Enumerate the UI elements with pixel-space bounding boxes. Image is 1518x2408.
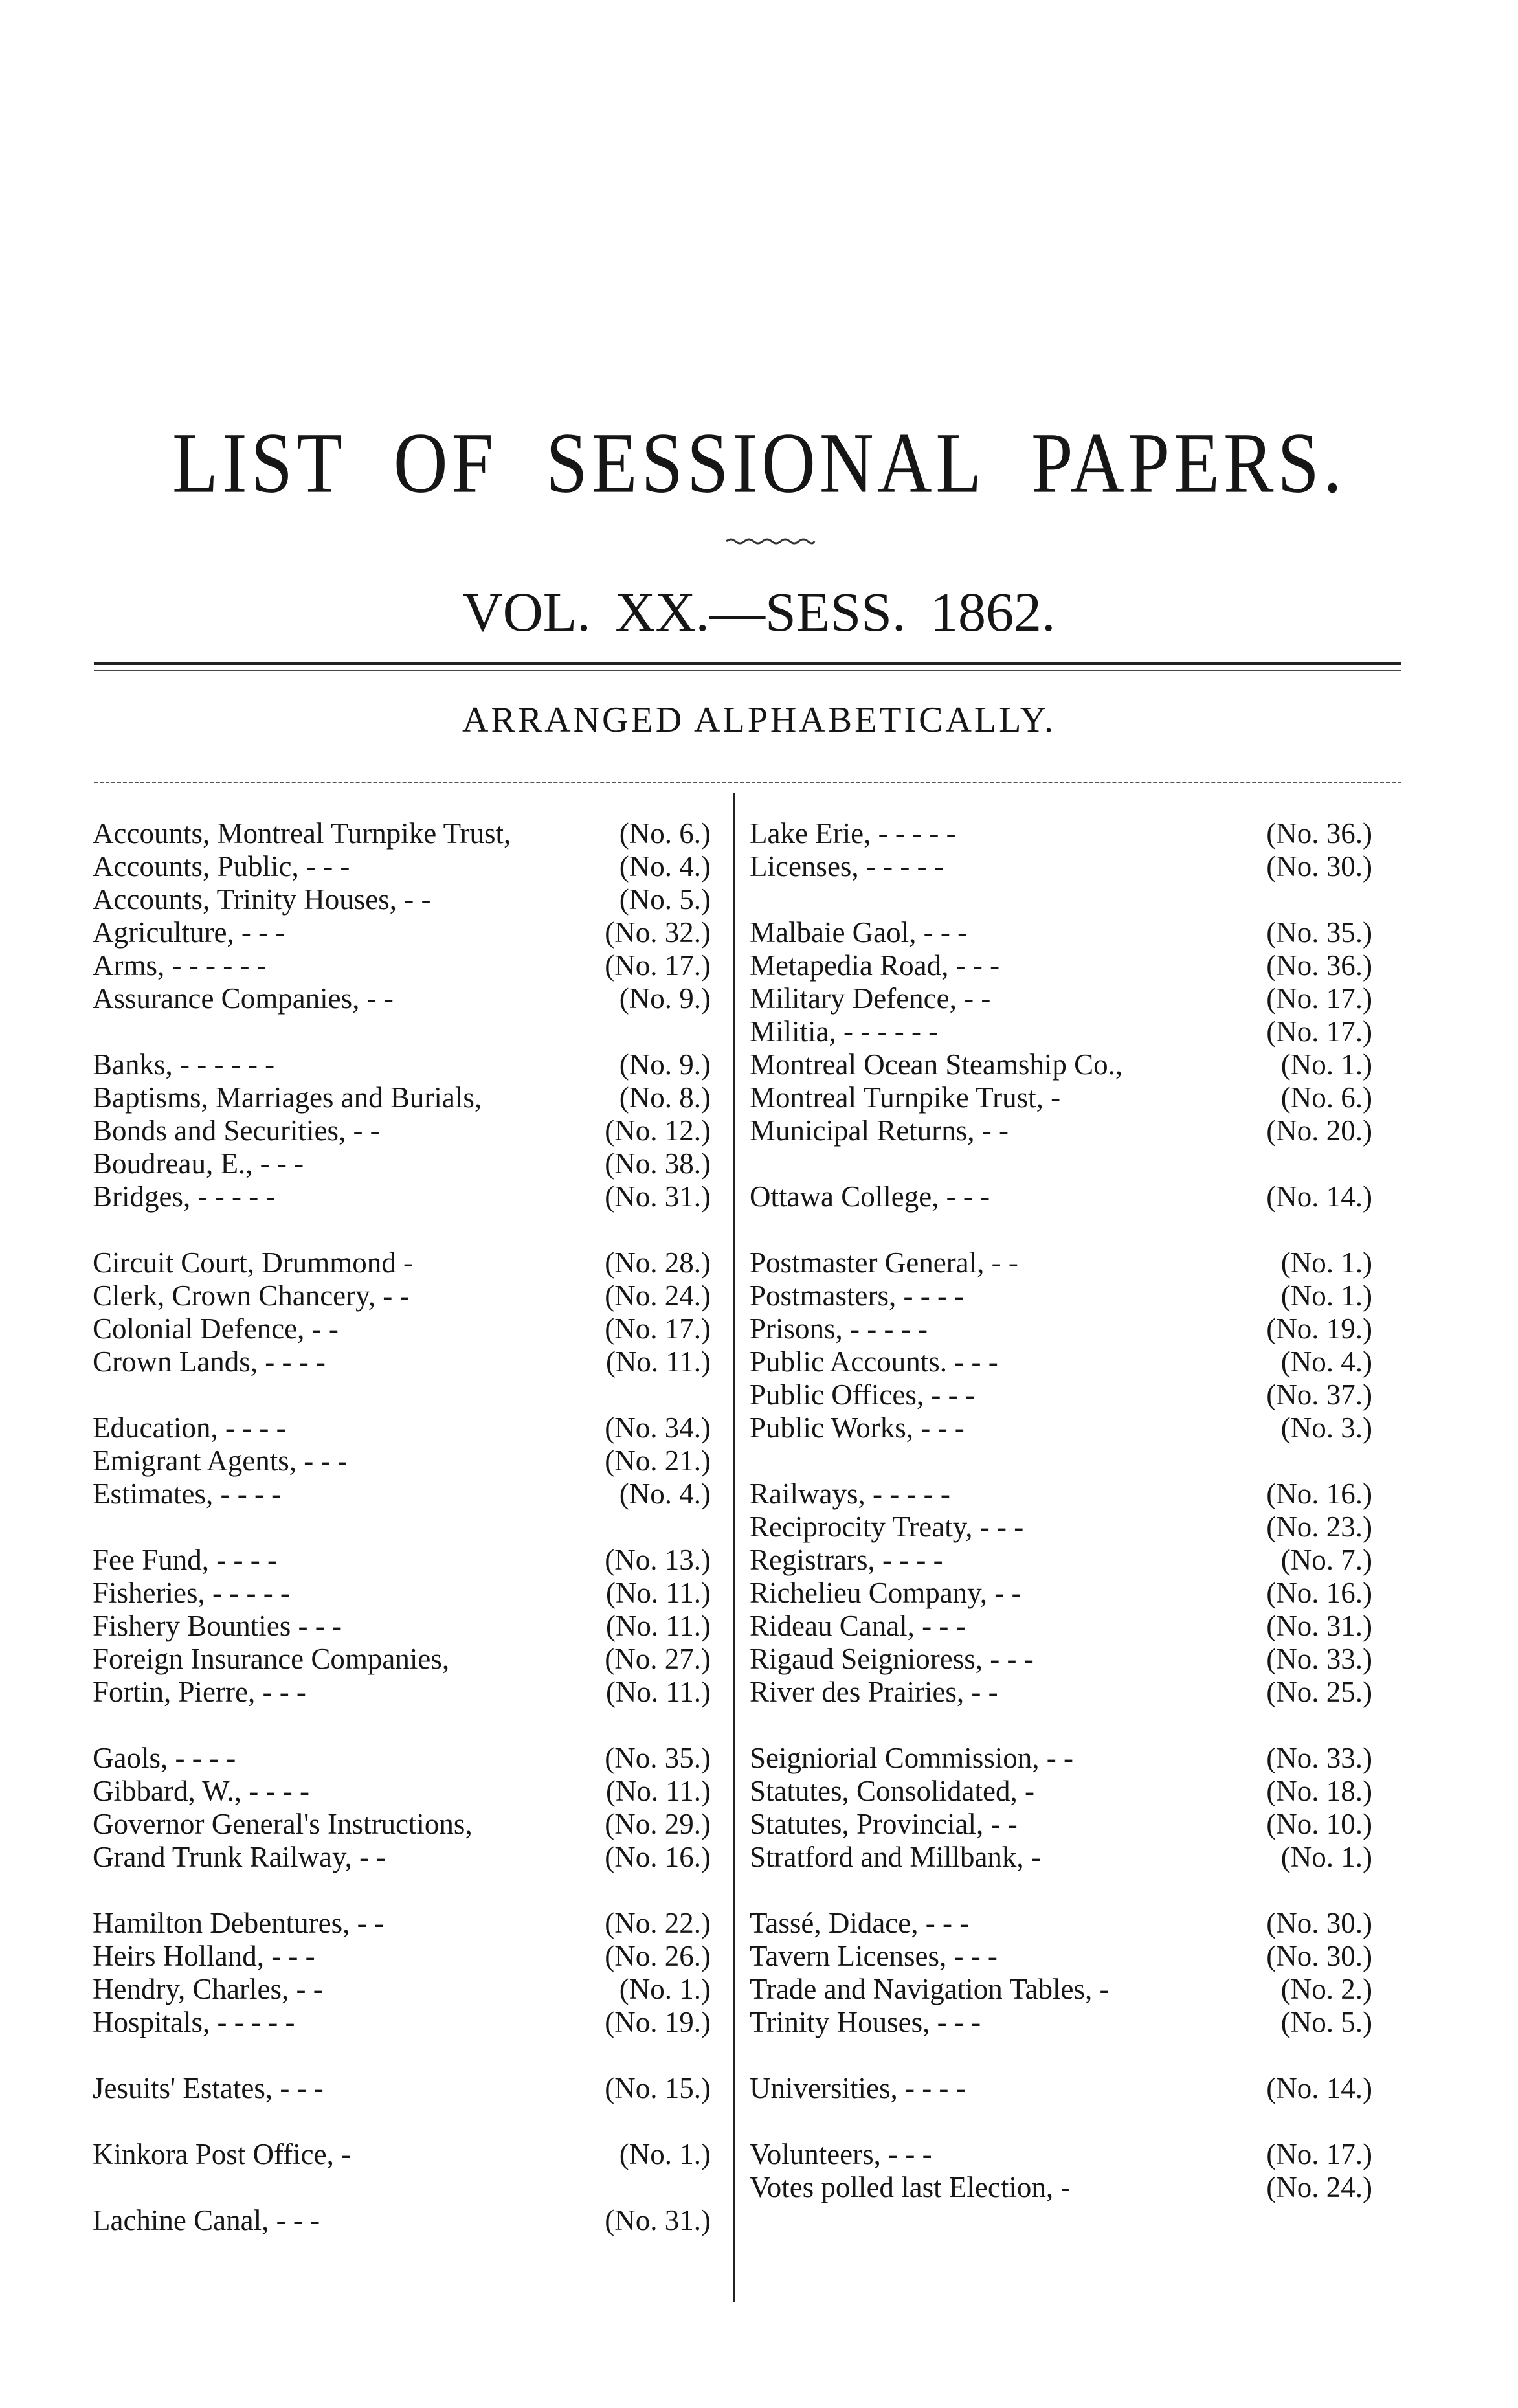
index-entry bbox=[750, 1345, 1372, 1378]
section-gap bbox=[750, 1874, 1372, 1907]
entry-name: Trinity Houses, - - - bbox=[750, 2006, 981, 2038]
entry-name: Votes polled last Election, - bbox=[750, 2171, 1071, 2203]
column-divider bbox=[733, 793, 735, 2302]
entry-paper-number: (No. 1.) bbox=[1280, 1279, 1372, 1312]
entry-name: Gibbard, W., - - - - bbox=[93, 1775, 309, 1807]
dashed-rule bbox=[94, 782, 1401, 783]
index-entry bbox=[93, 850, 711, 883]
entry-paper-number: (No. 38.) bbox=[605, 1147, 711, 1180]
index-entry bbox=[93, 1676, 711, 1709]
index-entry bbox=[750, 1940, 1372, 1973]
index-entry bbox=[750, 1114, 1372, 1147]
entry-name: Montreal Turnpike Trust, - bbox=[750, 1081, 1061, 1114]
index-entry bbox=[93, 1841, 711, 1874]
index-entry bbox=[750, 916, 1372, 949]
index-entry bbox=[750, 1577, 1372, 1610]
entry-name: Estimates, - - - - bbox=[93, 1478, 282, 1510]
index-entry bbox=[93, 1412, 711, 1445]
entry-paper-number: (No. 26.) bbox=[605, 1940, 711, 1972]
index-entry bbox=[93, 1907, 711, 1940]
entry-name: Circuit Court, Drummond - bbox=[93, 1246, 413, 1279]
entry-name: Public Accounts. - - - bbox=[750, 1345, 998, 1378]
entry-name: Militia, - - - - - - bbox=[750, 1015, 939, 1048]
entry-paper-number: (No. 17.) bbox=[605, 949, 711, 982]
entry-paper-number: (No. 16.) bbox=[1266, 1577, 1372, 1609]
entry-paper-number: (No. 30.) bbox=[1266, 850, 1372, 883]
entry-name: Municipal Returns, - - bbox=[750, 1114, 1009, 1147]
entry-paper-number: (No. 31.) bbox=[605, 1180, 711, 1213]
entry-paper-number: (No. 12.) bbox=[605, 1114, 711, 1147]
entry-paper-number: (No. 4.) bbox=[619, 850, 711, 883]
entry-name: Fortin, Pierre, - - - bbox=[93, 1676, 306, 1708]
entry-paper-number: (No. 11.) bbox=[605, 1577, 711, 1609]
index-entry bbox=[93, 1246, 711, 1279]
entry-paper-number: (No. 30.) bbox=[1266, 1940, 1372, 1972]
entry-name: Clerk, Crown Chancery, - - bbox=[93, 1279, 410, 1312]
entry-paper-number: (No. 4.) bbox=[619, 1478, 711, 1510]
right-column-index bbox=[750, 817, 1372, 2204]
entry-paper-number: (No. 31.) bbox=[605, 2204, 711, 2236]
page-title: LIST OF SESSIONAL PAPERS. bbox=[172, 416, 1346, 512]
entry-paper-number: (No. 32.) bbox=[605, 916, 711, 949]
title-flourish-ornament bbox=[725, 536, 816, 546]
volume-heading: VOL. XX.—SESS. 1862. bbox=[462, 581, 1056, 643]
index-entry bbox=[93, 949, 711, 982]
entry-name: River des Prairies, - - bbox=[750, 1676, 998, 1708]
entry-paper-number: (No. 18.) bbox=[1266, 1775, 1372, 1807]
entry-name: Bridges, - - - - - bbox=[93, 1180, 276, 1213]
entry-paper-number: (No. 11.) bbox=[605, 1610, 711, 1642]
double-rule-bottom bbox=[94, 670, 1401, 671]
entry-paper-number: (No. 11.) bbox=[605, 1676, 711, 1708]
entry-name: Trade and Navigation Tables, - bbox=[750, 1973, 1110, 2005]
entry-name: Licenses, - - - - - bbox=[750, 850, 944, 883]
section-gap bbox=[93, 1874, 711, 1907]
index-entry bbox=[750, 2171, 1372, 2204]
index-entry bbox=[93, 1445, 711, 1478]
entry-name: Statutes, Consolidated, - bbox=[750, 1775, 1034, 1807]
entry-name: Grand Trunk Railway, - - bbox=[93, 1841, 386, 1873]
index-entry bbox=[750, 850, 1372, 883]
index-entry bbox=[750, 1676, 1372, 1709]
entry-name: Lake Erie, - - - - - bbox=[750, 817, 956, 850]
entry-paper-number: (No. 17.) bbox=[1266, 2138, 1372, 2170]
section-gap bbox=[93, 1511, 711, 1544]
section-gap bbox=[93, 2171, 711, 2204]
entry-paper-number: (No. 10.) bbox=[1266, 1808, 1372, 1840]
entry-name: Hospitals, - - - - - bbox=[93, 2006, 295, 2038]
index-entry bbox=[750, 1808, 1372, 1841]
index-entry bbox=[750, 949, 1372, 982]
entry-paper-number: (No. 6.) bbox=[1280, 1081, 1372, 1114]
index-entry bbox=[93, 1279, 711, 1312]
index-entry bbox=[750, 1610, 1372, 1643]
section-gap bbox=[750, 1445, 1372, 1478]
index-entry bbox=[750, 982, 1372, 1015]
index-entry bbox=[93, 1312, 711, 1345]
entry-name: Gaols, - - - - bbox=[93, 1742, 236, 1774]
entry-paper-number: (No. 16.) bbox=[605, 1841, 711, 1873]
index-entry bbox=[93, 1742, 711, 1775]
index-entry bbox=[750, 1643, 1372, 1676]
left-column-index bbox=[93, 817, 711, 2237]
entry-name: Prisons, - - - - - bbox=[750, 1312, 928, 1345]
entry-name: Hamilton Debentures, - - bbox=[93, 1907, 384, 1939]
index-entry bbox=[93, 916, 711, 949]
double-rule-top bbox=[94, 662, 1401, 665]
entry-name: Boudreau, E., - - - bbox=[93, 1147, 304, 1180]
entry-paper-number: (No. 25.) bbox=[1266, 1676, 1372, 1708]
entry-name: Assurance Companies, - - bbox=[93, 982, 394, 1015]
entry-name: Rideau Canal, - - - bbox=[750, 1610, 966, 1642]
entry-name: Statutes, Provincial, - - bbox=[750, 1808, 1018, 1840]
entry-name: Rigaud Seignioress, - - - bbox=[750, 1643, 1034, 1675]
index-entry bbox=[93, 1940, 711, 1973]
entry-paper-number: (No. 14.) bbox=[1266, 2072, 1372, 2104]
section-gap bbox=[750, 1147, 1372, 1180]
index-entry bbox=[93, 1775, 711, 1808]
entry-paper-number: (No. 9.) bbox=[619, 982, 711, 1015]
entry-name: Postmaster General, - - bbox=[750, 1246, 1018, 1279]
index-entry bbox=[93, 1180, 711, 1213]
index-entry bbox=[93, 1610, 711, 1643]
entry-name: Emigrant Agents, - - - bbox=[93, 1445, 348, 1477]
index-entry bbox=[750, 1180, 1372, 1213]
index-entry bbox=[750, 1907, 1372, 1940]
entry-name: Accounts, Public, - - - bbox=[93, 850, 350, 883]
index-entry bbox=[750, 1841, 1372, 1874]
entry-paper-number: (No. 5.) bbox=[1280, 2006, 1372, 2038]
entry-name: Military Defence, - - bbox=[750, 982, 991, 1015]
entry-name: Banks, - - - - - - bbox=[93, 1048, 275, 1081]
entry-paper-number: (No. 1.) bbox=[1280, 1048, 1372, 1081]
index-entry bbox=[750, 1312, 1372, 1345]
entry-paper-number: (No. 1.) bbox=[619, 1973, 711, 2005]
index-entry bbox=[750, 1412, 1372, 1445]
entry-paper-number: (No. 15.) bbox=[605, 2072, 711, 2104]
entry-name: Volunteers, - - - bbox=[750, 2138, 932, 2170]
entry-paper-number: (No. 22.) bbox=[605, 1907, 711, 1939]
index-entry bbox=[93, 1643, 711, 1676]
entry-name: Reciprocity Treaty, - - - bbox=[750, 1511, 1024, 1543]
entry-paper-number: (No. 5.) bbox=[619, 883, 711, 916]
entry-paper-number: (No. 23.) bbox=[1266, 1511, 1372, 1543]
section-gap bbox=[93, 2105, 711, 2138]
entry-name: Ottawa College, - - - bbox=[750, 1180, 990, 1213]
entry-name: Tassé, Didace, - - - bbox=[750, 1907, 970, 1939]
entry-paper-number: (No. 36.) bbox=[1266, 949, 1372, 982]
index-entry bbox=[93, 2006, 711, 2039]
index-entry bbox=[750, 1081, 1372, 1114]
entry-name: Jesuits' Estates, - - - bbox=[93, 2072, 324, 2104]
index-entry bbox=[93, 883, 711, 916]
index-entry bbox=[93, 1808, 711, 1841]
entry-paper-number: (No. 34.) bbox=[605, 1412, 711, 1444]
entry-paper-number: (No. 11.) bbox=[605, 1775, 711, 1807]
section-gap bbox=[750, 2105, 1372, 2138]
section-gap bbox=[750, 883, 1372, 916]
entry-paper-number: (No. 1.) bbox=[1280, 1246, 1372, 1279]
entry-name: Metapedia Road, - - - bbox=[750, 949, 1000, 982]
index-entry bbox=[93, 1114, 711, 1147]
entry-name: Seigniorial Commission, - - bbox=[750, 1742, 1073, 1774]
entry-paper-number: (No. 21.) bbox=[605, 1445, 711, 1477]
entry-name: Hendry, Charles, - - bbox=[93, 1973, 323, 2005]
entry-paper-number: (No. 31.) bbox=[1266, 1610, 1372, 1642]
section-gap bbox=[750, 1213, 1372, 1246]
entry-name: Agriculture, - - - bbox=[93, 916, 285, 949]
section-gap bbox=[93, 1709, 711, 1742]
entry-name: Kinkora Post Office, - bbox=[93, 2138, 352, 2170]
entry-paper-number: (No. 13.) bbox=[605, 1544, 711, 1576]
entry-paper-number: (No. 35.) bbox=[605, 1742, 711, 1774]
entry-name: Postmasters, - - - - bbox=[750, 1279, 965, 1312]
index-entry bbox=[750, 2072, 1372, 2105]
subtitle: ARRANGED ALPHABETICALLY. bbox=[462, 700, 1056, 740]
entry-paper-number: (No. 19.) bbox=[605, 2006, 711, 2038]
index-entry bbox=[93, 1048, 711, 1081]
index-entry bbox=[750, 1544, 1372, 1577]
entry-name: Railways, - - - - - bbox=[750, 1478, 950, 1510]
entry-name: Accounts, Montreal Turnpike Trust, bbox=[93, 817, 511, 850]
index-entry bbox=[750, 1279, 1372, 1312]
index-entry bbox=[750, 1478, 1372, 1511]
entry-name: Crown Lands, - - - - bbox=[93, 1345, 326, 1378]
entry-name: Fishery Bounties - - - bbox=[93, 1610, 342, 1642]
index-entry bbox=[750, 1048, 1372, 1081]
index-entry bbox=[93, 2138, 711, 2171]
index-entry bbox=[93, 1577, 711, 1610]
entry-paper-number: (No. 29.) bbox=[605, 1808, 711, 1840]
entry-name: Foreign Insurance Companies, bbox=[93, 1643, 450, 1675]
entry-paper-number: (No. 1.) bbox=[619, 2138, 711, 2170]
section-gap bbox=[750, 2039, 1372, 2072]
entry-paper-number: (No. 33.) bbox=[1266, 1742, 1372, 1774]
entry-name: Lachine Canal, - - - bbox=[93, 2204, 320, 2236]
entry-paper-number: (No. 8.) bbox=[619, 1081, 711, 1114]
entry-paper-number: (No. 24.) bbox=[1266, 2171, 1372, 2203]
index-entry bbox=[93, 1544, 711, 1577]
entry-paper-number: (No. 9.) bbox=[619, 1048, 711, 1081]
section-gap bbox=[93, 1015, 711, 1048]
index-entry bbox=[93, 1147, 711, 1180]
index-entry bbox=[750, 1511, 1372, 1544]
entry-paper-number: (No. 2.) bbox=[1280, 1973, 1372, 2005]
entry-paper-number: (No. 20.) bbox=[1266, 1114, 1372, 1147]
entry-paper-number: (No. 35.) bbox=[1266, 916, 1372, 949]
entry-paper-number: (No. 6.) bbox=[619, 817, 711, 850]
section-gap bbox=[93, 2039, 711, 2072]
entry-paper-number: (No. 14.) bbox=[1266, 1180, 1372, 1213]
entry-name: Fee Fund, - - - - bbox=[93, 1544, 277, 1576]
entry-name: Arms, - - - - - - bbox=[93, 949, 267, 982]
entry-name: Colonial Defence, - - bbox=[93, 1312, 339, 1345]
entry-name: Accounts, Trinity Houses, - - bbox=[93, 883, 431, 916]
entry-name: Governor General's Instructions, bbox=[93, 1808, 473, 1840]
entry-name: Richelieu Company, - - bbox=[750, 1577, 1021, 1609]
index-entry bbox=[750, 1742, 1372, 1775]
entry-name: Education, - - - - bbox=[93, 1412, 286, 1444]
index-entry bbox=[93, 1345, 711, 1378]
index-entry bbox=[750, 1973, 1372, 2006]
index-entry bbox=[93, 982, 711, 1015]
entry-name: Universities, - - - - bbox=[750, 2072, 966, 2104]
index-entry bbox=[750, 2006, 1372, 2039]
index-entry bbox=[93, 2204, 711, 2237]
entry-name: Tavern Licenses, - - - bbox=[750, 1940, 998, 1972]
entry-name: Bonds and Securities, - - bbox=[93, 1114, 380, 1147]
entry-paper-number: (No. 11.) bbox=[605, 1345, 711, 1378]
entry-name: Stratford and Millbank, - bbox=[750, 1841, 1041, 1873]
section-gap bbox=[93, 1213, 711, 1246]
entry-name: Fisheries, - - - - - bbox=[93, 1577, 290, 1609]
entry-name: Malbaie Gaol, - - - bbox=[750, 916, 968, 949]
entry-name: Public Offices, - - - bbox=[750, 1378, 975, 1411]
entry-paper-number: (No. 30.) bbox=[1266, 1907, 1372, 1939]
index-entry bbox=[93, 1081, 711, 1114]
entry-paper-number: (No. 16.) bbox=[1266, 1478, 1372, 1510]
entry-paper-number: (No. 4.) bbox=[1280, 1345, 1372, 1378]
section-gap bbox=[750, 1709, 1372, 1742]
index-entry bbox=[750, 817, 1372, 850]
index-entry bbox=[750, 1246, 1372, 1279]
entry-paper-number: (No. 17.) bbox=[605, 1312, 711, 1345]
entry-paper-number: (No. 3.) bbox=[1280, 1412, 1372, 1444]
entry-name: Heirs Holland, - - - bbox=[93, 1940, 315, 1972]
entry-paper-number: (No. 36.) bbox=[1266, 817, 1372, 850]
entry-paper-number: (No. 28.) bbox=[605, 1246, 711, 1279]
entry-paper-number: (No. 33.) bbox=[1266, 1643, 1372, 1675]
entry-name: Registrars, - - - - bbox=[750, 1544, 943, 1576]
entry-paper-number: (No. 19.) bbox=[1266, 1312, 1372, 1345]
entry-paper-number: (No. 17.) bbox=[1266, 1015, 1372, 1048]
entry-paper-number: (No. 7.) bbox=[1280, 1544, 1372, 1576]
index-entry bbox=[750, 1378, 1372, 1412]
entry-paper-number: (No. 37.) bbox=[1266, 1378, 1372, 1411]
entry-paper-number: (No. 27.) bbox=[605, 1643, 711, 1675]
entry-name: Montreal Ocean Steamship Co., bbox=[750, 1048, 1123, 1081]
entry-paper-number: (No. 24.) bbox=[605, 1279, 711, 1312]
index-entry bbox=[750, 1775, 1372, 1808]
section-gap bbox=[93, 1378, 711, 1412]
index-entry bbox=[93, 2072, 711, 2105]
index-entry bbox=[93, 817, 711, 850]
index-entry bbox=[93, 1478, 711, 1511]
index-entry bbox=[750, 1015, 1372, 1048]
entry-paper-number: (No. 1.) bbox=[1280, 1841, 1372, 1873]
entry-paper-number: (No. 17.) bbox=[1266, 982, 1372, 1015]
entry-name: Public Works, - - - bbox=[750, 1412, 965, 1444]
index-entry bbox=[93, 1973, 711, 2006]
entry-name: Baptisms, Marriages and Burials, bbox=[93, 1081, 482, 1114]
index-entry bbox=[750, 2138, 1372, 2171]
